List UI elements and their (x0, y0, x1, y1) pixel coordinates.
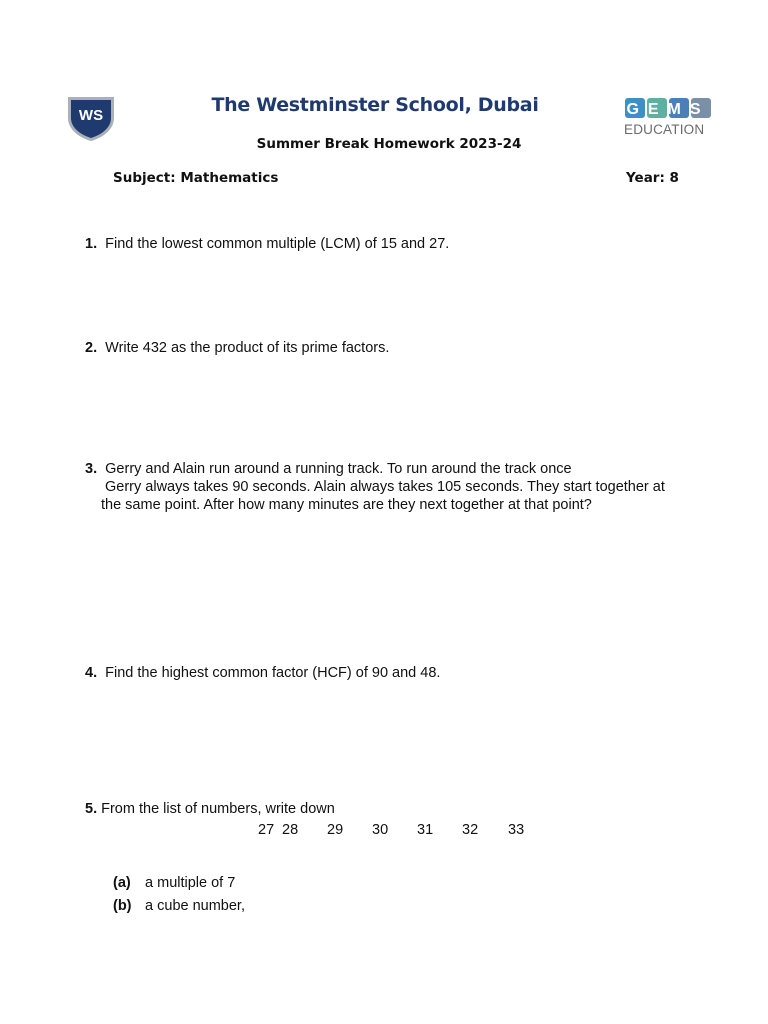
question-1 (85, 235, 449, 253)
question-number: 5. (85, 801, 98, 817)
list-number: 27 (258, 822, 275, 838)
year-label: Year: 8 (626, 170, 679, 186)
list-number: 30 (372, 822, 389, 838)
part-a (113, 875, 235, 891)
list-number: 33 (508, 822, 525, 838)
list-number: 29 (327, 822, 344, 838)
question-5 (85, 800, 335, 818)
question-text: Write 432 as the product of its prime factors. (105, 340, 390, 356)
crest-lettering: WS (78, 107, 104, 124)
part-text: a cube number, (145, 898, 245, 914)
part-label: (a) (113, 875, 131, 891)
gems-lettering: GEMS (626, 101, 710, 118)
school-crest-logo (66, 96, 116, 142)
question-text: Find the highest common factor (HCF) of 90 and 48. (105, 665, 441, 681)
list-number: 31 (417, 822, 434, 838)
question-text-line-1: Gerry and Alain run around a running track. To run around the track once (105, 461, 572, 477)
part-b (113, 898, 245, 914)
question-2 (85, 339, 389, 357)
question-3 (85, 460, 705, 514)
homework-title: Summer Break Homework 2023-24 (256, 136, 522, 152)
part-label: (b) (113, 898, 132, 914)
question-text-line-2: Gerry always takes 90 seconds. Alain always takes 105 seconds. They start together at (105, 479, 665, 495)
question-text-line-3: the same point. After how many minutes are they next together at that point? (101, 497, 592, 513)
list-number: 28 (282, 822, 299, 838)
list-number: 32 (462, 822, 479, 838)
question-text: Find the lowest common multiple (LCM) of 15 and 27. (105, 236, 450, 252)
subject-label: Subject: Mathematics (113, 170, 279, 186)
question-4 (85, 664, 440, 682)
question-number: 1. (85, 236, 98, 252)
part-text: a multiple of 7 (145, 875, 236, 891)
question-number: 4. (85, 665, 98, 681)
school-name: The Westminster School, Dubai (211, 94, 539, 116)
question-number: 3. (85, 461, 98, 477)
gems-caption: EDUCATION (624, 122, 705, 137)
question-number: 2. (85, 340, 98, 356)
question-text: From the list of numbers, write down (101, 801, 335, 817)
